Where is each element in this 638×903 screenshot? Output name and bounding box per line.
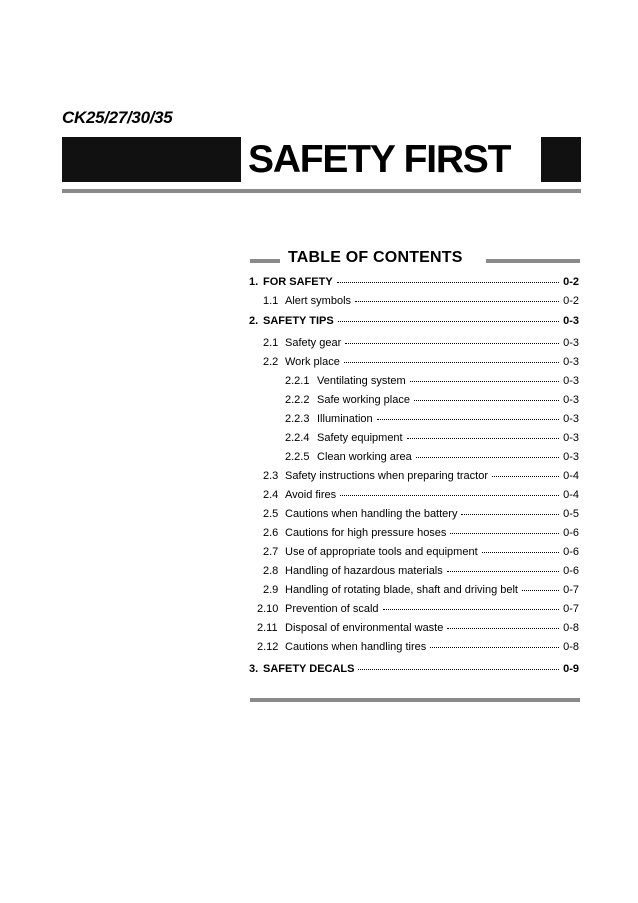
toc-entry-page: 0-9 (563, 663, 579, 675)
toc-entry-label: FOR SAFETY (263, 276, 333, 288)
toc-entry-page: 0-2 (563, 276, 579, 288)
toc-entry-label: Safety instructions when preparing tractor (285, 470, 488, 482)
model-number: CK25/27/30/35 (62, 108, 173, 127)
toc-entry-page: 0-3 (563, 413, 579, 425)
toc-entry-leader (492, 465, 559, 477)
toc-heading-line-right (486, 259, 580, 263)
toc-entry-label: Illumination (317, 413, 373, 425)
toc-entry-label: Clean working area (317, 451, 412, 463)
toc-entry-page: 0-4 (563, 489, 579, 501)
toc-entry-leader (461, 503, 559, 515)
toc-entry[interactable] (249, 410, 579, 424)
toc-entry-leader (355, 290, 559, 302)
toc-entry-page: 0-8 (563, 622, 579, 634)
toc-entry-leader (410, 370, 559, 382)
toc-entry-number: 2.2 (263, 356, 279, 368)
toc-bottom-rule (250, 698, 580, 702)
toc-entry-label: Safe working place (317, 394, 410, 406)
toc-entry-number: 2.2.1 (285, 375, 310, 387)
toc-entry[interactable] (249, 638, 579, 652)
toc-entry-number: 3. (249, 663, 259, 675)
toc-entry-leader (447, 617, 559, 629)
toc-entry-number: 2.1 (263, 337, 279, 349)
toc-entry-number: 2.3 (263, 470, 279, 482)
toc-entry-label: Handling of hazardous materials (285, 565, 443, 577)
toc-entry-leader (358, 658, 559, 670)
toc-entry-leader (340, 484, 559, 496)
toc-entry[interactable] (249, 448, 579, 462)
toc-entry-leader (482, 541, 559, 553)
toc-entry-number: 1. (249, 276, 259, 288)
toc-entry[interactable] (249, 429, 579, 443)
toc-entry-leader (450, 522, 559, 534)
toc-entry[interactable] (249, 486, 579, 500)
toc-entry-label: Ventilating system (317, 375, 406, 387)
toc-entry-label: Work place (285, 356, 340, 368)
toc-entry-label: SAFETY DECALS (263, 663, 355, 675)
toc-entry-leader (377, 408, 559, 420)
toc-entry-number: 2. (249, 315, 259, 327)
toc-entry-number: 2.6 (263, 527, 279, 539)
toc-entry-page: 0-8 (563, 641, 579, 653)
toc-entry[interactable] (249, 505, 579, 519)
toc-entry-page: 0-6 (563, 565, 579, 577)
toc-entry-page: 0-3 (563, 432, 579, 444)
toc-entry-leader (407, 427, 559, 439)
toc-entry-label: Cautions when handling the battery (285, 508, 458, 520)
toc-entry[interactable] (249, 562, 579, 576)
toc-entry-number: 2.2.3 (285, 413, 310, 425)
title-rule (62, 189, 581, 193)
toc-entry-leader (345, 332, 559, 344)
toc-entry-label: Handling of rotating blade, shaft and driving belt (285, 584, 518, 596)
toc-entry-leader (337, 271, 559, 283)
toc-entry[interactable] (249, 660, 579, 674)
toc-entry-page: 0-3 (563, 451, 579, 463)
toc-entry[interactable] (249, 353, 579, 367)
toc-entry-leader (383, 598, 560, 610)
toc-entry-page: 0-3 (563, 337, 579, 349)
toc-entry-label: Cautions when handling tires (285, 641, 427, 653)
toc-entry-number: 2.10 (257, 603, 279, 615)
title-block-left (62, 137, 241, 182)
toc-entry-label: Prevention of scald (285, 603, 379, 615)
toc-entry[interactable] (249, 524, 579, 538)
toc-entry-number: 2.2.4 (285, 432, 310, 444)
page-title: SAFETY FIRST (248, 138, 511, 181)
toc-heading-line-left (250, 259, 280, 263)
toc-entry-number: 2.8 (263, 565, 279, 577)
toc-entry-number: 2.12 (257, 641, 279, 653)
toc-entry[interactable] (249, 312, 579, 326)
toc-entry-page: 0-5 (563, 508, 579, 520)
toc-entry-page: 0-7 (563, 603, 579, 615)
toc-entry-page: 0-3 (563, 394, 579, 406)
toc-entry-label: Alert symbols (285, 295, 352, 307)
toc-entry-label: Use of appropriate tools and equipment (285, 546, 478, 558)
toc-entry-number: 2.11 (257, 622, 278, 634)
toc-entry[interactable] (249, 619, 579, 633)
title-block-right (541, 137, 581, 182)
toc-entry-number: 2.5 (263, 508, 279, 520)
toc-entry-leader (447, 560, 559, 572)
toc-entry[interactable] (249, 334, 579, 348)
toc-entry-page: 0-3 (563, 356, 579, 368)
toc-entry-number: 2.2.2 (285, 394, 310, 406)
toc-entry-number: 2.9 (263, 584, 279, 596)
toc-entry-label: Avoid fires (285, 489, 337, 501)
toc-entry[interactable] (249, 600, 579, 614)
toc-entry-leader (522, 579, 559, 591)
toc-entry-page: 0-3 (563, 375, 579, 387)
toc-entry-number: 2.7 (263, 546, 279, 558)
toc-entry-label: Disposal of environmental waste (285, 622, 444, 634)
toc-entry[interactable] (249, 292, 579, 306)
toc-entry-leader (414, 389, 559, 401)
toc-entry-leader (430, 636, 559, 648)
toc-entry-leader (338, 310, 559, 322)
toc-entry[interactable] (249, 581, 579, 595)
toc-entry-page: 0-3 (563, 315, 579, 327)
toc-entry-label: Safety gear (285, 337, 342, 349)
toc-entry-number: 2.2.5 (285, 451, 310, 463)
toc-entry-number: 1.1 (263, 295, 279, 307)
toc-entry-page: 0-7 (563, 584, 579, 596)
toc-entry-leader (344, 351, 559, 363)
toc-entry-label: SAFETY TIPS (263, 315, 334, 327)
toc-entry-page: 0-6 (563, 527, 579, 539)
toc-entry-label: Safety equipment (317, 432, 403, 444)
toc-entry-leader (416, 446, 559, 458)
toc-entry[interactable] (249, 372, 579, 386)
toc-entry[interactable] (249, 273, 579, 287)
toc-entry-label: Cautions for high pressure hoses (285, 527, 447, 539)
toc-entry-page: 0-2 (563, 295, 579, 307)
toc-heading: TABLE OF CONTENTS (288, 249, 463, 266)
toc-entry[interactable] (249, 467, 579, 481)
toc-entry[interactable] (249, 391, 579, 405)
toc-entry[interactable] (249, 543, 579, 557)
toc-entry-page: 0-6 (563, 546, 579, 558)
toc-entry-page: 0-4 (563, 470, 579, 482)
toc-entry-number: 2.4 (263, 489, 279, 501)
